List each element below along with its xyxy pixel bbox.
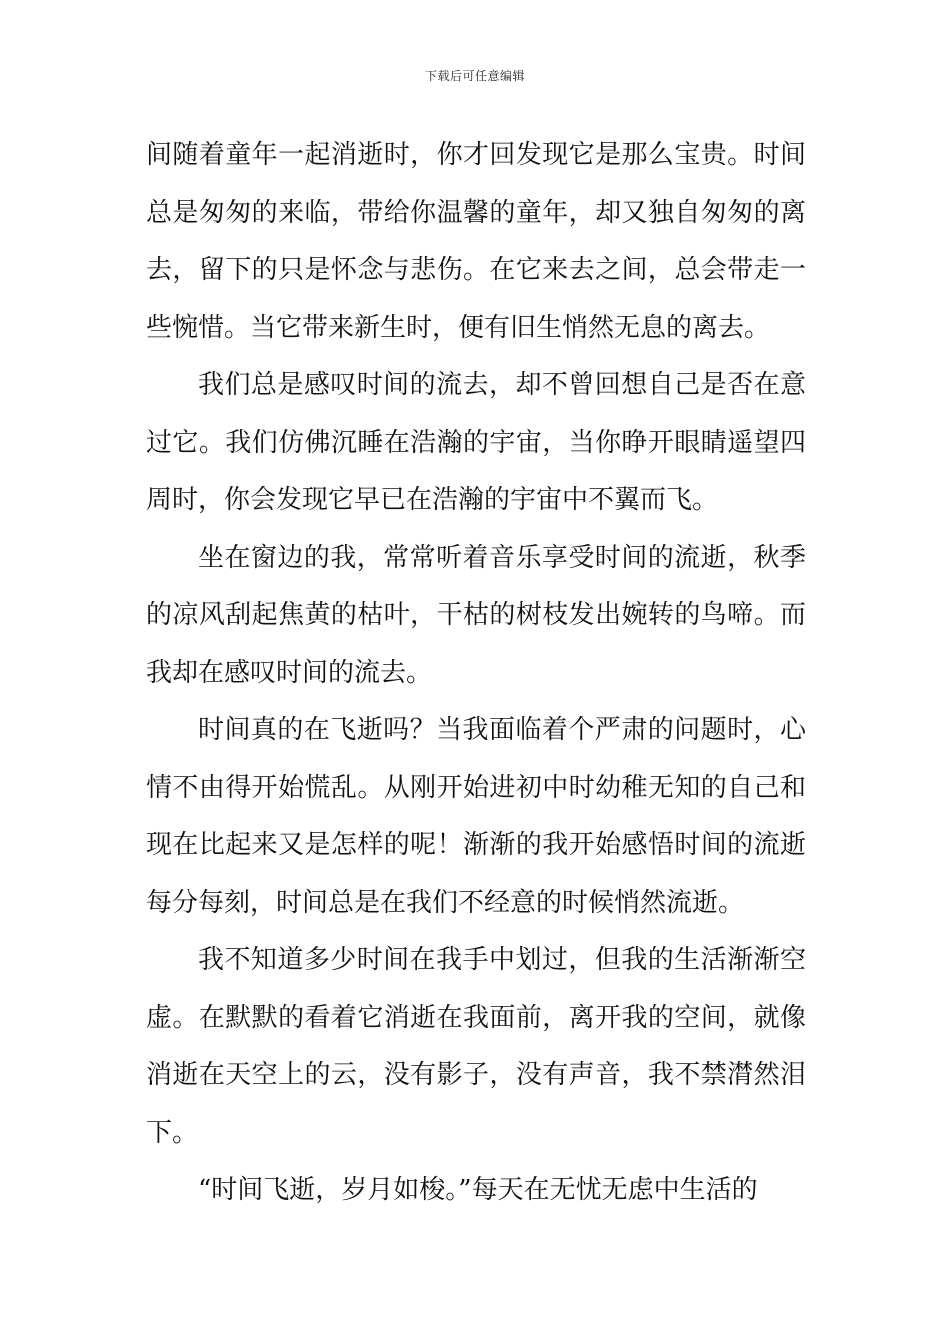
paragraph: 间随着童年一起消逝时，你才回发现它是那么宝贵。时间总是匆匆的来临，带给你温馨的童年，却又独自匆匆的离去，留下的只是怀念与悲伤。在它来去之间，总会带走一些惋惜。当它带来新生时，便有旧生悄然无息的离去。 <box>146 140 806 343</box>
paragraph: 坐在窗边的我，常常听着音乐享受时间的流逝，秋季的凉风刮起焦黄的枯叶，干枯的树枝发出婉转的鸟啼。而我却在感叹时间的流去。 <box>146 542 806 688</box>
paragraph: “时间飞逝，岁月如梭。”每天在无忧无虑中生活的 <box>198 1175 758 1205</box>
body-text <box>146 127 806 1220</box>
header-note: 下载后可任意编辑 <box>424 69 525 83</box>
paragraph: 我不知道多少时间在我手中划过，但我的生活渐渐空虚。在默默的看着它消逝在我面前，离开我的空间，就像消逝在天空上的云，没有影子，没有声音，我不禁潸然泪下。 <box>146 945 806 1148</box>
paragraph: 我们总是感叹时间的流去，却不曾回想自己是否在意过它。我们仿佛沉睡在浩瀚的宇宙，当你睁开眼睛遥望四周时，你会发现它早已在浩瀚的宇宙中不翼而飞。 <box>146 370 806 515</box>
paragraph: 时间真的在飞逝吗？当我面临着个严肃的问题时，心情不由得开始慌乱。从刚开始进初中时幼稚无知的自己和现在比起来又是怎样的呢！渐渐的我开始感悟时间的流逝每分每刻，时间总是在我们不经意的时候悄然流逝。 <box>146 715 806 918</box>
